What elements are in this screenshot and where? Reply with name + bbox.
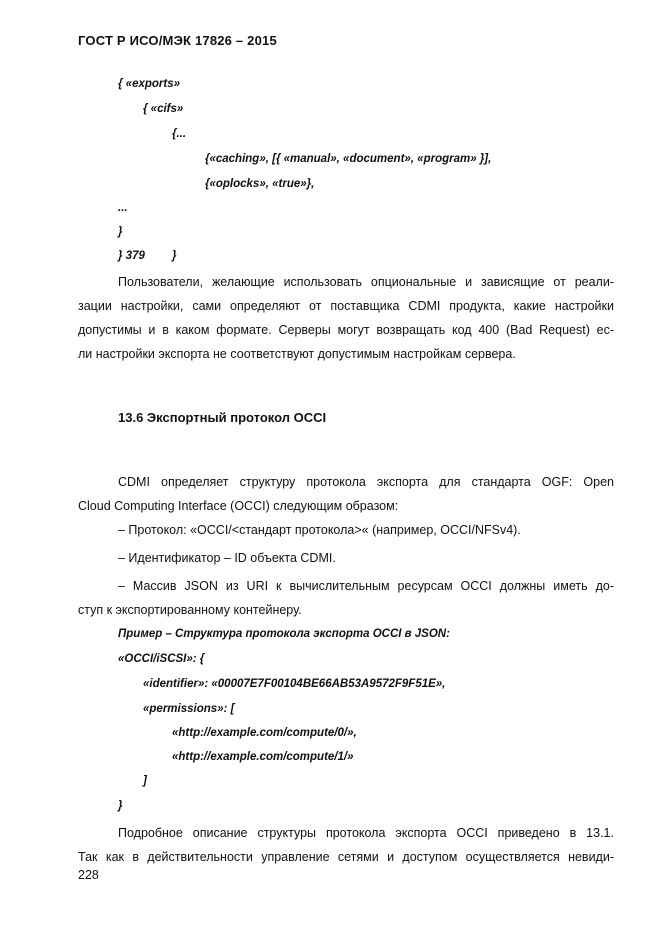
code-line: ]: [143, 775, 147, 787]
code-line: «OCCI/iSCSI»: {: [118, 653, 205, 665]
list-item: – Идентификатор – ID объекта CDMI.: [118, 551, 336, 565]
code-line: { «exports»: [118, 78, 181, 90]
code-line: { «cifs»: [143, 103, 184, 115]
paragraph-line: ли настройки экспорта не соответствуют допустимым настройкам сервера.: [78, 347, 516, 361]
paragraph: [78, 270, 614, 366]
paragraph-line: Cloud Computing Interface (OCCI) следующим образом:: [78, 499, 399, 513]
code-line: «http://example.com/compute/0/»,: [172, 727, 357, 739]
example-title: Пример – Структура протокола экспорта OCCI в JSON:: [118, 628, 450, 640]
paragraph-line: Подробное описание структуры протокола экспорта OCCI приведено в 13.1.: [118, 826, 614, 840]
paragraph: [78, 470, 614, 518]
paragraph-line: Пользователи, желающие использовать опциональные и зависящие от реали-: [118, 275, 614, 289]
paragraph-line: Так как в действительности управление сетями и доступом осуществляется невиди-: [78, 850, 614, 864]
paragraph-line: ступ к экспортированному контейнеру.: [78, 603, 302, 617]
code-line: } 379: [118, 250, 145, 262]
code-line: }: [118, 226, 123, 238]
code-line: «permissions»: [: [143, 703, 235, 715]
paragraph: [78, 821, 614, 869]
paragraph-line: допустимы и в каком формате. Серверы могут возвращать код 400 (Bad Request) ес-: [78, 323, 614, 337]
document-header: ГОСТ Р ИСО/МЭК 17826 – 2015: [78, 33, 277, 48]
paragraph-line: – Массив JSON из URI к вычислительным ресурсам OCCI должны иметь до-: [118, 579, 614, 593]
code-line: {...: [172, 128, 187, 140]
code-line: «http://example.com/compute/1/»: [172, 751, 354, 763]
code-line: }: [118, 800, 123, 812]
code-line: {«oplocks», «true»},: [205, 178, 315, 190]
code-line: {«caching», [{ «manual», «document», «program» }],: [205, 153, 492, 165]
section-title: 13.6 Экспортный протокол OCCI: [118, 410, 327, 425]
paragraph-line: зации настройки, сами определяют от поставщика CDMI продукта, какие настройки: [78, 299, 614, 313]
list-item: – Протокол: «OCCI/<стандарт протокола>« (например, OCCI/NFSv4).: [118, 523, 521, 537]
code-line: «identifier»: «00007E7F00104BE66AB53A9572F9F51E»,: [143, 678, 446, 690]
code-line: }: [172, 250, 177, 262]
code-line: ...: [118, 202, 128, 214]
paragraph-line: CDMI определяет структуру протокола экспорта для стандарта OGF: Open: [118, 475, 614, 489]
page-number: 228: [78, 868, 99, 882]
list-item: [78, 574, 614, 622]
